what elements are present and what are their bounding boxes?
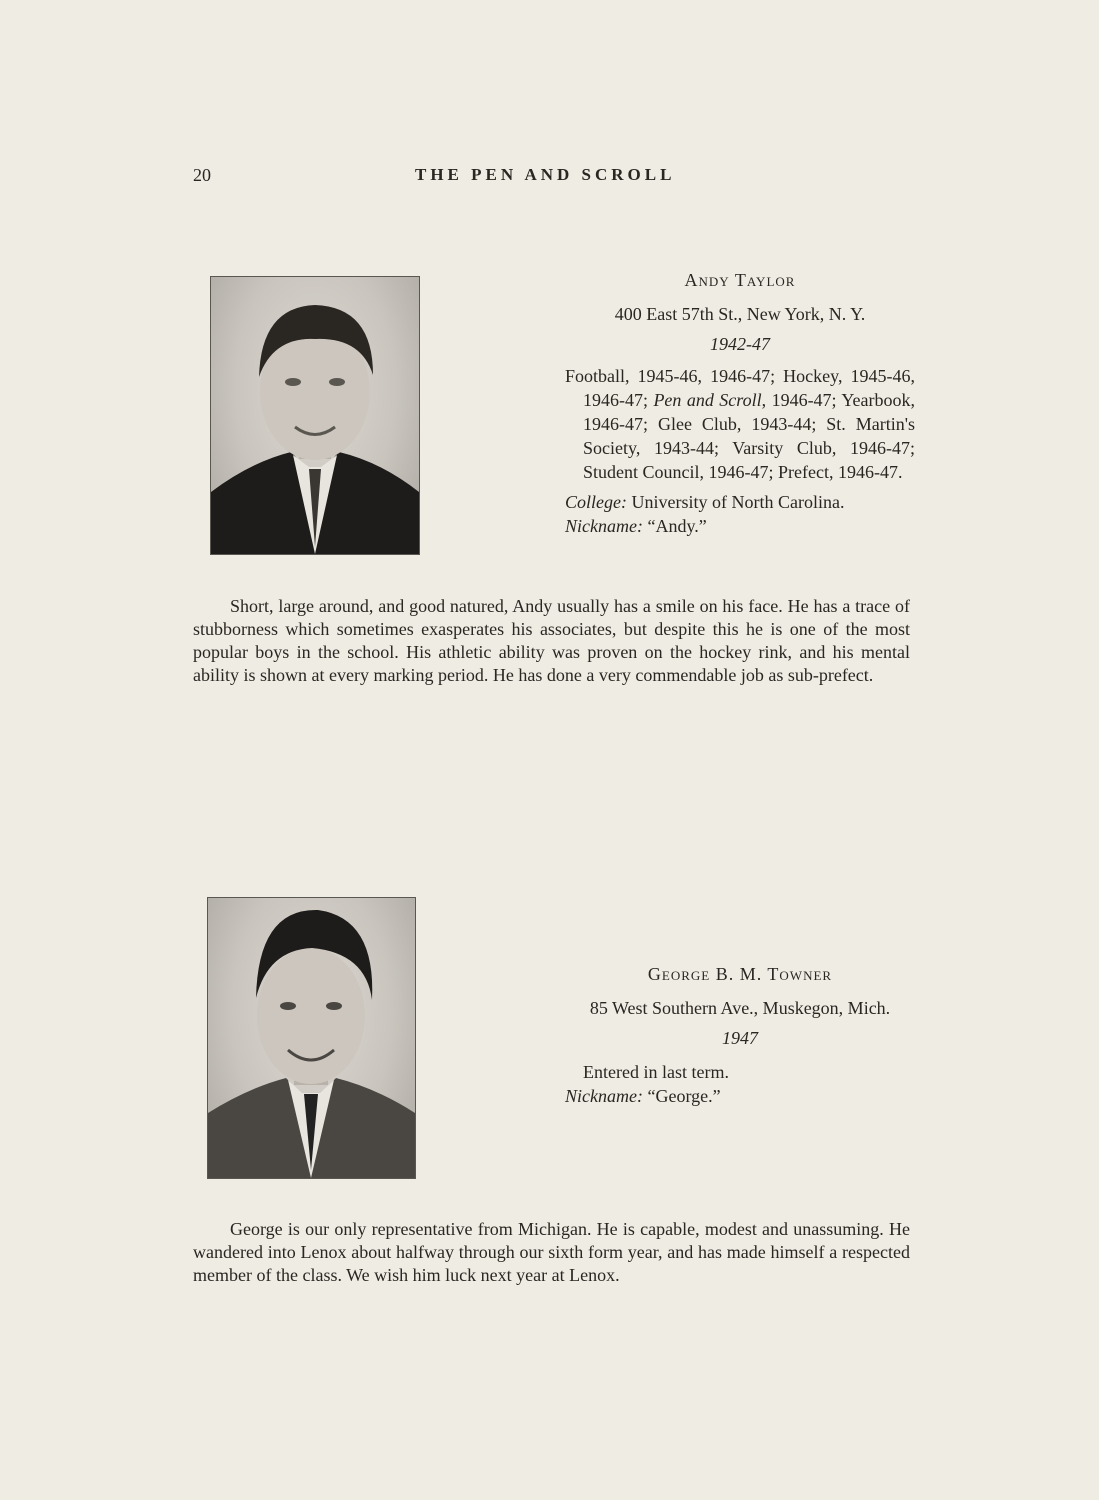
student-address: 85 West Southern Ave., Muskegon, Mich. — [589, 998, 891, 1018]
student-portrait-photo — [207, 897, 416, 1179]
page-number: 20 — [193, 165, 211, 185]
student-note: Entered in last term. — [583, 1062, 729, 1082]
student-portrait-photo — [210, 276, 420, 555]
student-nickname: Nickname: “George.” — [565, 1086, 721, 1106]
student-info — [565, 268, 915, 538]
student-nickname: Nickname: “Andy.” — [565, 516, 707, 536]
student-name: Andy Taylor — [684, 270, 796, 290]
student-years: 1947 — [722, 1028, 758, 1048]
student-info — [565, 962, 915, 1108]
student-biography: George is our only representative from Michigan. He is capable, modest and unassuming. He wandered into Lenox about halfway through our sixth form year, and has made himself a respected member of the class. We wish him luck next year at Lenox. — [193, 1219, 910, 1285]
running-title: THE PEN AND SCROLL — [415, 165, 676, 184]
student-activities: Football, 1945-46, 1946-47; Hockey, 1945-46, 1946-47; Pen and Scroll, 1946-47; Yearbook, 1946-47; Glee Club, 1943-44; St. Martin's Society, 1943-44; Varsity Club, 1946-47; Student Council, 1946-47; Prefect, 1946-47. — [565, 366, 915, 482]
student-name: George B. M. Towner — [647, 964, 833, 984]
student-biography: Short, large around, and good natured, Andy usually has a smile on his face. He has a trace of stubborness which sometimes exasperates his associates, but despite this he is one of the most popular boys in the school. His athletic ability was proven on the hockey rink, and his mental ability is shown at every marking period. He has done a very commendable job as sub-prefect. — [193, 596, 910, 685]
student-address: 400 East 57th St., New York, N. Y. — [614, 304, 866, 324]
student-college: College: University of North Carolina. — [565, 492, 845, 512]
student-years: 1942-47 — [710, 334, 770, 354]
